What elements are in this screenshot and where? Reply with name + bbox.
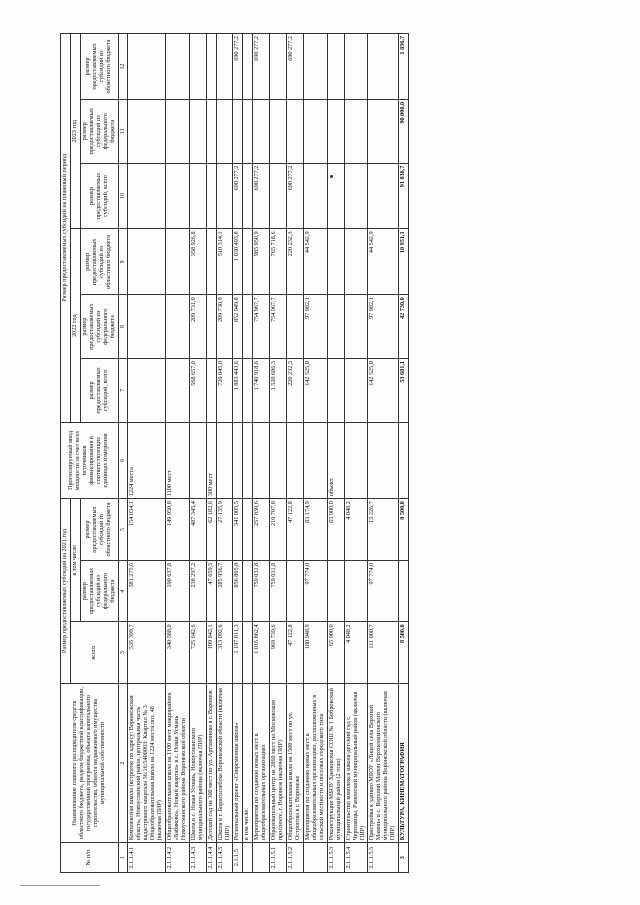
total-2022	[344, 358, 368, 422]
capacity	[233, 422, 243, 498]
reg-2022	[165, 228, 189, 294]
total-2021: 65 900,0	[327, 621, 344, 683]
header-num: № п/п	[61, 842, 119, 872]
total-2021: 47 122,8	[287, 621, 304, 683]
fed-2023	[233, 99, 243, 163]
reg-2021: 341 005,5	[233, 498, 243, 560]
reg-2023	[327, 33, 344, 99]
table-row	[399, 33, 409, 872]
fed-2023	[368, 99, 399, 163]
header-reg-2021: размер предоставляемых субсидий из областного бюджета	[80, 498, 118, 560]
table-row	[327, 33, 344, 872]
fed-2021: 238 297,2	[189, 560, 206, 622]
column-index-cell: 10	[118, 163, 128, 229]
header-capacity: Прогнозируемый ввод мощности за счет всех источников финансирования в соответствующих единицах измерения	[61, 422, 119, 498]
reg-2023	[270, 33, 287, 99]
total-2021: 8 500,0	[399, 621, 409, 683]
total-2022	[165, 358, 189, 422]
fed-2022: 754 967,7	[270, 294, 287, 358]
column-index-cell: 8	[118, 294, 128, 358]
fed-2023	[165, 99, 189, 163]
row-name: Мероприятия по созданию новых мест в общеобразовательных организациях	[253, 683, 270, 842]
reg-2023	[303, 33, 327, 99]
fed-2021: 381 275,6	[128, 560, 166, 622]
row-name: Мероприятия по созданию новых мест в общеобразовательных организациях, расположенных в сельской местности и поселках городского типа	[303, 683, 327, 842]
total-2023	[303, 163, 327, 229]
total-2023	[206, 163, 216, 229]
total-2021: 109 842,1	[206, 621, 216, 683]
table-row	[344, 33, 368, 872]
fed-2021: 190 637,8	[165, 560, 189, 622]
header-reg-2022: размер предоставляемых субсидий из областного бюджета	[80, 228, 118, 294]
fed-2021: 856 805,8	[233, 560, 243, 622]
column-index-cell: 12	[118, 33, 128, 99]
fed-2021: 97 774,0	[303, 560, 327, 622]
fed-2021: 285 956,7	[216, 560, 233, 622]
fed-2022: 97 982,1	[303, 294, 327, 358]
total-2023	[216, 163, 233, 229]
total-2022	[327, 358, 344, 422]
row-number: 2.1.1.5.2	[287, 842, 304, 872]
reg-2023	[216, 33, 233, 99]
total-2023	[189, 163, 206, 229]
total-2021: 313 092,6	[216, 621, 233, 683]
total-2023	[344, 163, 368, 229]
fed-2023	[344, 99, 368, 163]
fed-2021: 759 031,8	[253, 560, 270, 622]
capacity	[287, 422, 304, 498]
capacity: 1224 места	[128, 422, 166, 498]
column-index-cell: 7	[118, 358, 128, 422]
fed-2022: 42 730,0	[399, 294, 409, 358]
fed-2022: 852 949,8	[233, 294, 243, 358]
reg-2023: 1 836,7	[399, 33, 409, 99]
rotated-table-container	[60, 33, 580, 873]
header-total-2021: всего	[70, 621, 118, 683]
total-2021: 340 588,0	[165, 621, 189, 683]
column-index-row	[118, 33, 128, 872]
header-total-2022: размер предоставляемых субсидий, всего	[80, 358, 118, 422]
fed-2022	[287, 294, 304, 358]
reg-2022	[128, 228, 166, 294]
reg-2022	[344, 228, 368, 294]
reg-2022: 1 030 493,8	[233, 228, 243, 294]
total-2023: 690 277,2	[253, 163, 270, 229]
reg-2023	[243, 33, 253, 99]
total-2023	[368, 163, 399, 229]
reg-2021: 83 174,9	[303, 498, 327, 560]
fed-2022	[128, 294, 166, 358]
reg-2021: 62 182,6	[206, 498, 216, 560]
total-2021: 1 016 862,4	[253, 621, 270, 683]
header-fed-2021: размер предоставляемых субсидий из федерального бюджета	[80, 560, 118, 622]
table-row	[189, 33, 206, 872]
row-name: Образовательный центр на 2860 мест на Московском проспекте, г. Воронеж (включая ПИР)	[270, 683, 287, 842]
row-name: Комплексная школа (встроено по адресу: Воронежская область, Новоусманский район, центральная часть кадастрового квартала 36:16:5400003: Квартал № 3 Общеобразовательная школа на 1224 места поз. 48 (включая ПИР)	[128, 683, 166, 842]
row-name: Общеобразовательная школа на 1500 мест по ул. Острогова в г. Воронеже	[287, 683, 304, 842]
row-number: 2.1.1.4.4	[206, 842, 216, 872]
column-index-cell: 3	[118, 621, 128, 683]
reg-2021: 13 226,7	[368, 498, 399, 560]
header-2022: 2022 год	[70, 228, 80, 421]
row-number	[243, 842, 253, 872]
reg-2021: 210 707,8	[270, 498, 287, 560]
row-number: 2.1.1.5.1	[270, 842, 287, 872]
table-row	[270, 33, 287, 872]
total-2022: 1 883 443,6	[233, 358, 243, 422]
fed-2021: 97 774,0	[368, 560, 399, 622]
fed-2021	[399, 560, 409, 622]
row-number: 2.1.1.4.1	[128, 842, 166, 872]
header-fed-2023: размер предоставляемых субсидий из федерального бюджета	[80, 99, 118, 163]
total-2022: 568 657,8	[189, 358, 206, 422]
column-index-cell: 11	[118, 99, 128, 163]
footer-rule	[20, 885, 100, 886]
reg-2022: 765 718,6	[270, 228, 287, 294]
table-row	[303, 33, 327, 872]
row-name: Пристройка к зданию МБОУ «Лицей села Верхний Мамон» в с. Верхний Мамон Верхнемамонского муниципального района Воронежской области (включая ПИР)	[368, 683, 399, 842]
header-plan: Размер предоставляемых субсидий на плановый период	[61, 33, 71, 422]
total-2021: 1 197 811,3	[233, 621, 243, 683]
total-2022: 1 520 686,3	[270, 358, 287, 422]
table-row	[253, 33, 270, 872]
total-2021: 180 948,9	[303, 621, 327, 683]
fed-2022: 97 982,1	[368, 294, 399, 358]
reg-2022: 985 950,9	[253, 228, 270, 294]
total-2021: 4 048,2	[344, 621, 368, 683]
fed-2023	[216, 99, 233, 163]
capacity	[243, 422, 253, 498]
fed-2022: 209 730,9	[216, 294, 233, 358]
row-name: Региональный проект «Современная школа»	[233, 683, 243, 842]
fed-2023	[243, 99, 253, 163]
fed-2021: 759 031,8	[270, 560, 287, 622]
reg-2021: 4 048,2	[344, 498, 368, 560]
fed-2022	[344, 294, 368, 358]
table-body	[128, 33, 409, 872]
header-fed-2022: размер предоставляемых субсидий из федерального бюджета	[80, 294, 118, 358]
header-incl: в том числе	[70, 498, 80, 621]
column-index-cell: 5	[118, 498, 128, 560]
header-total-2023: размер предоставляемых субсидий, всего	[80, 163, 118, 229]
column-index-cell: 1	[118, 842, 128, 872]
fed-2023	[253, 99, 270, 163]
fed-2023	[206, 99, 216, 163]
capacity	[344, 422, 368, 498]
row-number: 2.1.1.5.3	[327, 842, 344, 872]
row-number: 2.1.1.5.5	[368, 842, 399, 872]
table-row	[243, 33, 253, 872]
fed-2023	[287, 99, 304, 163]
reg-2022: 358 926,8	[189, 228, 206, 294]
row-number	[303, 842, 327, 872]
total-2021	[243, 621, 253, 683]
table-row	[165, 33, 189, 872]
reg-2022	[206, 228, 216, 294]
fed-2022	[327, 294, 344, 358]
row-number: 2.1.1.5.4	[344, 842, 368, 872]
row-name: Общеобразовательная школа на 1100 мест микрорайона «Бабяково». Новый квартал» в с. Новая Усмань Новоусманского района Воронежской области	[165, 683, 189, 842]
row-number: 2.1.1.4.5	[216, 842, 233, 872]
total-2022: 53 681,1	[399, 358, 409, 422]
reg-2021	[243, 498, 253, 560]
total-2022	[243, 358, 253, 422]
row-number: 2.1.1.5	[233, 842, 243, 872]
total-2022: 1 740 918,6	[253, 358, 270, 422]
subsidy-table	[60, 33, 409, 873]
total-2023	[165, 163, 189, 229]
fed-2023	[128, 99, 166, 163]
reg-2022: 44 542,9	[303, 228, 327, 294]
reg-2023	[206, 33, 216, 99]
row-number: 3	[399, 842, 409, 872]
column-index-cell: 2	[118, 683, 128, 842]
row-name: Школа в г. Борисоглебске Воронежской области (включая ПИР)	[216, 683, 233, 842]
capacity	[399, 422, 409, 498]
capacity: 1100 мест	[165, 422, 189, 498]
reg-2023	[344, 33, 368, 99]
reg-2023: 690 277,2	[253, 33, 270, 99]
fed-2021	[344, 560, 368, 622]
fed-2022	[206, 294, 216, 358]
reg-2021: 47 122,8	[287, 498, 304, 560]
row-name: Строительство комплекса школа-детский сад с. Чертовицы, Рамонский муниципальный район (включая ПИР)	[344, 683, 368, 842]
reg-2022	[327, 228, 344, 294]
total-2022: 220 232,3	[287, 358, 304, 422]
reg-2021: 257 830,6	[253, 498, 270, 560]
total-2021: 969 739,6	[270, 621, 287, 683]
reg-2021: 154 034,1	[128, 498, 166, 560]
fed-2021	[287, 560, 304, 622]
total-2022	[128, 358, 166, 422]
capacity	[253, 422, 270, 498]
header-2023: 2023 год	[70, 33, 80, 228]
reg-2023: 690 277,2	[233, 33, 243, 99]
total-2022: 142 525,0	[303, 358, 327, 422]
reg-2023	[128, 33, 166, 99]
table-row	[368, 33, 399, 872]
capacity	[189, 422, 206, 498]
fed-2022: 209 731,0	[189, 294, 206, 358]
fed-2021	[243, 560, 253, 622]
fed-2023: 90 000,0	[399, 99, 409, 163]
total-2021: 725 642,6	[189, 621, 206, 683]
reg-2022: 44 542,9	[368, 228, 399, 294]
reg-2021: 149 950,8	[165, 498, 189, 560]
total-2022: 720 045,0	[216, 358, 233, 422]
reg-2022: 10 951,1	[399, 228, 409, 294]
reg-2023: 690 277,2	[287, 33, 304, 99]
fed-2023	[189, 99, 206, 163]
fed-2023	[270, 99, 287, 163]
total-2023: 91 836,7	[399, 163, 409, 229]
row-name: КУЛЬТУРА, КИНЕМАТОГРАФИЯ	[399, 683, 409, 842]
column-index-cell: 9	[118, 228, 128, 294]
reg-2023	[189, 33, 206, 99]
row-name: Детский сад на 300 мест по ул. Артамонова в г. Воронеж	[206, 683, 216, 842]
row-number	[253, 842, 270, 872]
table-row	[206, 33, 216, 872]
header-2021: Размер предоставляемых субсидий на 2021 год	[61, 498, 71, 683]
column-index-cell: 4	[118, 560, 128, 622]
table-row	[128, 33, 166, 872]
total-2023: 690 277,2	[233, 163, 243, 229]
fed-2023	[303, 99, 327, 163]
header-reg-2023: размер предоставляемых субсидий из областного бюджета	[80, 33, 118, 99]
column-index-cell: 6	[118, 422, 128, 498]
reg-2021: 8 500,0	[399, 498, 409, 560]
reg-2021: 487 345,4	[189, 498, 206, 560]
fed-2022	[243, 294, 253, 358]
total-2022	[206, 358, 216, 422]
row-number: 2.1.1.4.2	[165, 842, 189, 872]
capacity: объект	[327, 422, 344, 498]
total-2021: 111 000,7	[368, 621, 399, 683]
row-number: 2.1.1.4.3	[189, 842, 206, 872]
reg-2022: 510 314,1	[216, 228, 233, 294]
capacity	[368, 422, 399, 498]
total-2023	[327, 163, 344, 229]
capacity: 300 мест	[206, 422, 216, 498]
reg-2023	[368, 33, 399, 99]
row-name: Реконструкция МБОУ Хреновская СОШ № 1 Бобровский муниципальный район (2 этап)	[327, 683, 344, 842]
fed-2022: 754 967,7	[253, 294, 270, 358]
table-row	[233, 33, 243, 872]
fed-2021: 47 659,5	[206, 560, 216, 622]
reg-2021: 65 900,0	[327, 498, 344, 560]
reg-2021: 27 135,9	[216, 498, 233, 560]
total-2023	[270, 163, 287, 229]
table-row	[287, 33, 304, 872]
header-name: Наименование главного распорядителя средств областного бюджета, раздела бюджетной классификации, государственной программы, объекта капитального строительства, объекта недвижимого имущества муниципальной собственности	[61, 683, 119, 842]
table-row	[216, 33, 233, 872]
total-2023: 690 277,2	[287, 163, 304, 229]
capacity	[303, 422, 327, 498]
capacity	[270, 422, 287, 498]
total-2021: 535 399,7	[128, 621, 166, 683]
total-2022: 142 525,0	[368, 358, 399, 422]
reg-2022: 220 232,3	[287, 228, 304, 294]
fed-2023	[327, 99, 344, 163]
total-2023	[128, 163, 166, 229]
reg-2023	[165, 33, 189, 99]
row-name: в том числе:	[243, 683, 253, 842]
total-2023	[243, 163, 253, 229]
reg-2022	[243, 228, 253, 294]
fed-2021	[327, 560, 344, 622]
fed-2022	[165, 294, 189, 358]
row-name: Школа в с. Новая Усмань, Новоусманского муниципального района (включая ПИР)	[189, 683, 206, 842]
capacity	[216, 422, 233, 498]
